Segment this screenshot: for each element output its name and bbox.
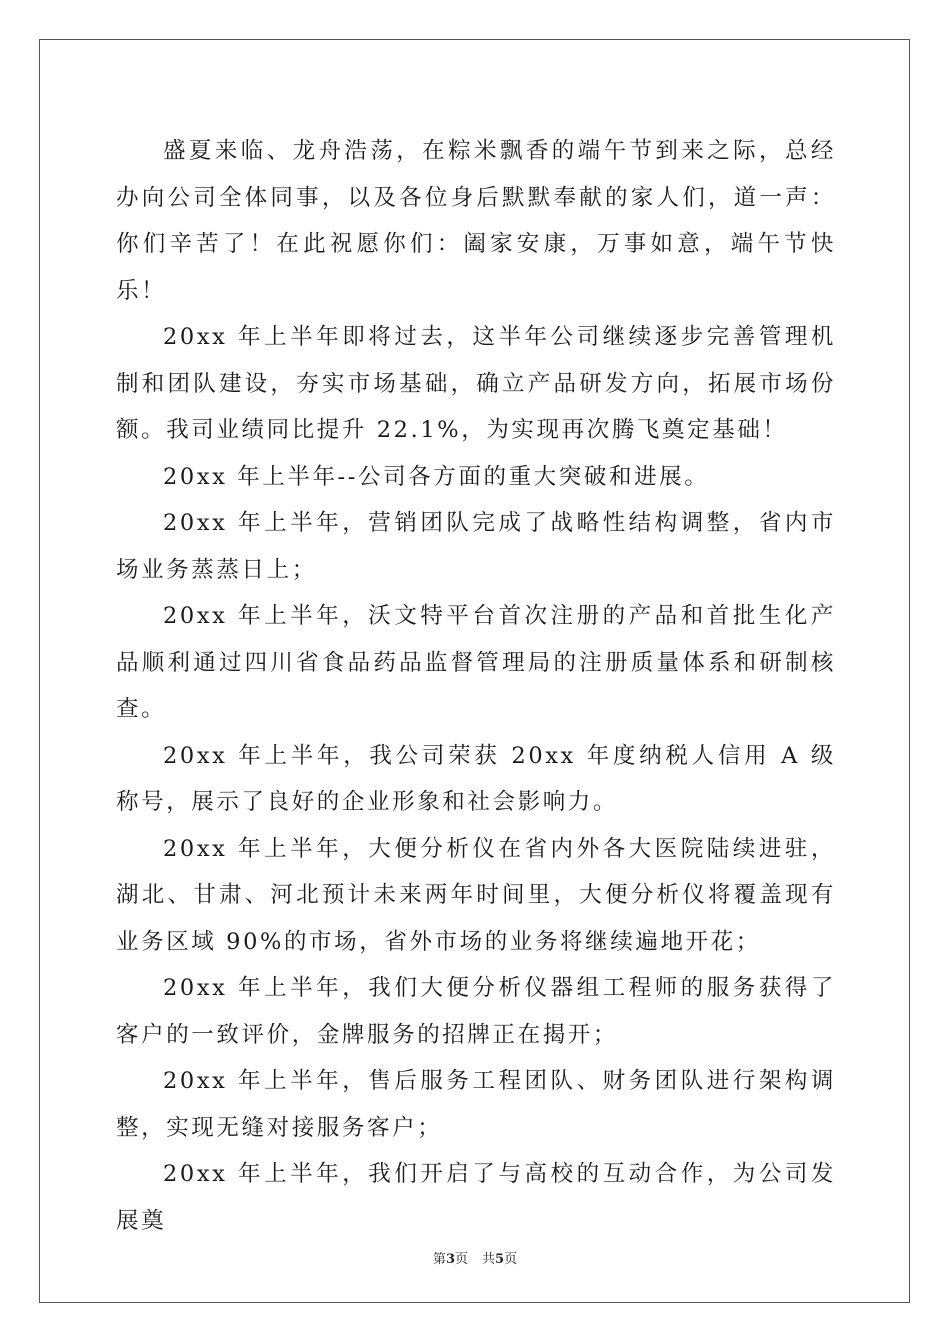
paragraph-heading-breakthroughs: 20xx 年上半年--公司各方面的重大突破和进展。 <box>163 463 710 490</box>
paragraph-registration: 20xx 年上半年，沃文特平台首次注册的产品和首批生化产品顺利通过四川省食品药品监督管理局的注册质量体系和研制核查。 <box>116 603 836 722</box>
paragraph-marketing: 20xx 年上半年，营销团队完成了战略性结构调整，省内市场业务蒸蒸日上； <box>116 510 836 583</box>
footer-total-prefix: 共 <box>482 1252 496 1267</box>
footer-total-suffix: 页 <box>504 1252 518 1267</box>
paragraph-summary: 20xx 年上半年即将过去，这半年公司继续逐步完善管理机制和团队建设，夯实市场基础，确立产品研发方向，拓展市场份额。我司业绩同比提升 22.1%，为实现再次腾飞奠定基础！ <box>116 324 836 443</box>
paragraph-greeting: 盛夏来临、龙舟浩荡，在粽米飘香的端午节到来之际，总经办向公司全体同事，以及各位身后默默奉献的家人们，道一声：你们辛苦了！在此祝愿你们：阖家安康，万事如意，端午节快乐！ <box>116 138 836 304</box>
footer-current-page: 3 <box>445 1252 455 1267</box>
footer-page-word: 页 <box>454 1252 468 1267</box>
page-footer <box>0 1248 950 1267</box>
paragraph-tax-credit: 20xx 年上半年，我公司荣获 20xx 年度纳税人信用 A 级称号，展示了良好的企业形象和社会影响力。 <box>116 742 836 815</box>
paragraph-engineer-service: 20xx 年上半年，我们大便分析仪器组工程师的服务获得了客户的一致评价，金牌服务的招牌正在揭开； <box>116 975 836 1048</box>
document-body <box>116 128 836 1244</box>
paragraph-restructure: 20xx 年上半年，售后服务工程团队、财务团队进行架构调整，实现无缝对接服务客户； <box>116 1068 836 1141</box>
footer-total-pages: 5 <box>495 1252 505 1267</box>
paragraph-analyzer-expansion: 20xx 年上半年，大便分析仪在省内外各大医院陆续进驻，湖北、甘肃、河北预计未来两年时间里，大便分析仪将覆盖现有业务区域 90%的市场，省外市场的业务将继续遍地开花； <box>116 835 836 955</box>
paragraph-university-cooperation: 20xx 年上半年，我们开启了与高校的互动合作，为公司发展奠 <box>116 1161 836 1234</box>
footer-prefix: 第 <box>432 1252 446 1267</box>
